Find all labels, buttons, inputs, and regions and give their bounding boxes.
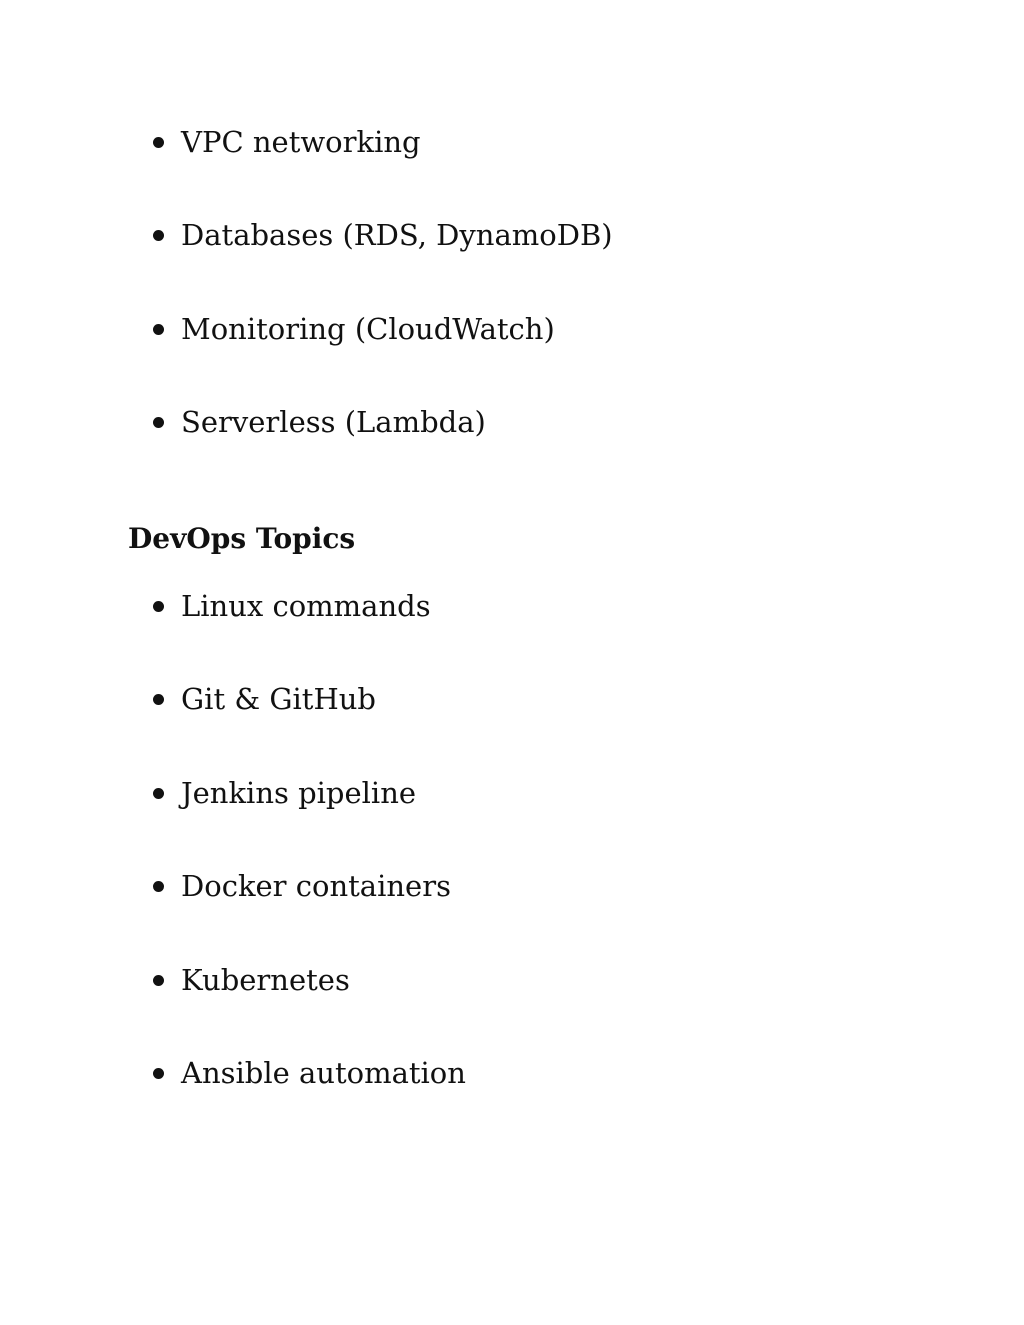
list-item-label: Ansible automation: [181, 1055, 466, 1090]
list-item-label: Linux commands: [181, 589, 431, 623]
bullet-icon: [153, 601, 164, 612]
bullet-icon: [153, 230, 164, 241]
aws-topics-list: [150, 124, 613, 498]
list-item-label: Docker containers: [181, 869, 451, 904]
list-item-label: Databases (RDS, DynamoDB): [181, 218, 613, 253]
list-item-label: Serverless (Lambda): [181, 405, 486, 440]
list-item: [150, 217, 613, 310]
list-item: [150, 311, 613, 404]
bullet-icon: [153, 324, 164, 335]
list-item-label: Kubernetes: [181, 962, 350, 997]
list-item: [150, 588, 466, 681]
bullet-icon: [153, 417, 164, 428]
list-item-label: Git & GitHub: [181, 682, 376, 717]
bullet-icon: [153, 694, 164, 705]
bullet-icon: [153, 788, 164, 799]
list-item: [150, 124, 613, 217]
bullet-icon: [153, 975, 164, 986]
list-item-label: Monitoring (CloudWatch): [181, 311, 555, 346]
list-item: [150, 962, 466, 1055]
bullet-icon: [153, 881, 164, 892]
bullet-icon: [153, 137, 164, 148]
list-item-label: VPC networking: [181, 125, 421, 159]
devops-topics-list: [150, 588, 466, 1148]
list-item: [150, 404, 613, 497]
list-item: [150, 681, 466, 774]
list-item: [150, 868, 466, 961]
list-item: [150, 775, 466, 868]
section-heading: DevOps Topics: [128, 522, 356, 555]
list-item: [150, 1055, 466, 1148]
bullet-icon: [153, 1068, 164, 1079]
list-item-label: Jenkins pipeline: [181, 775, 417, 810]
